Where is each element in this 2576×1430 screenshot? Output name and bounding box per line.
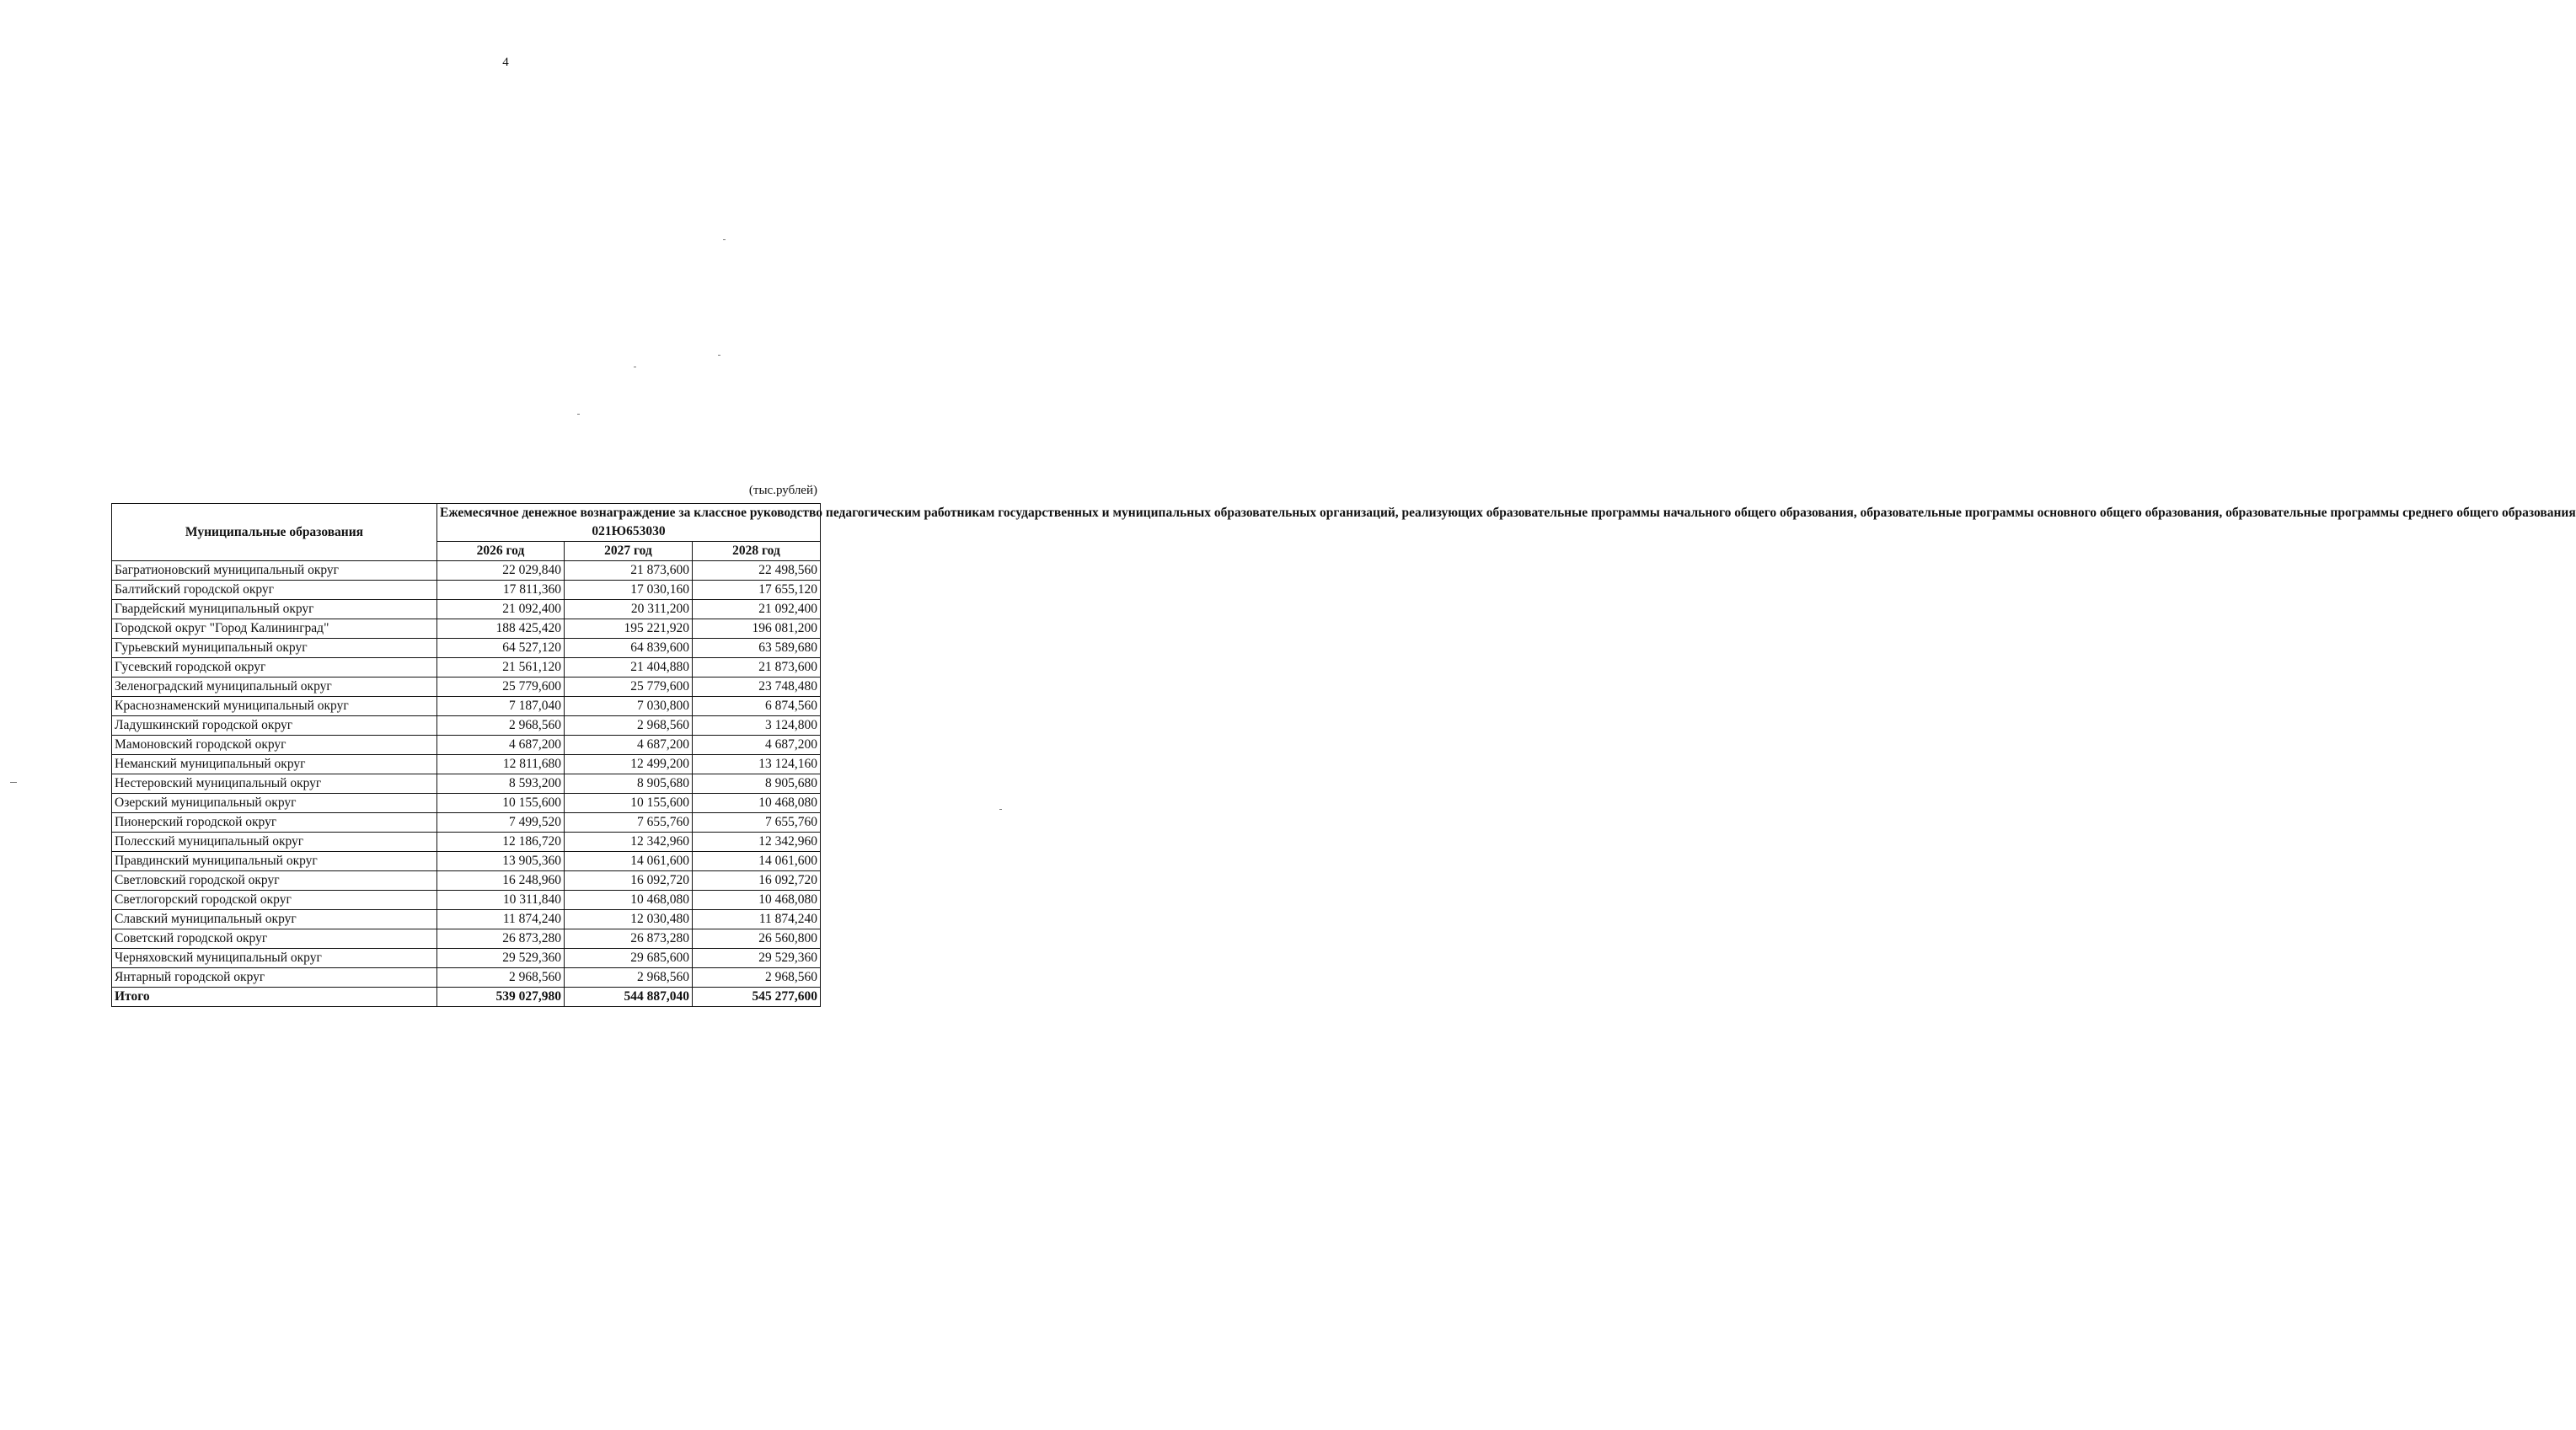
table-row <box>112 852 821 871</box>
total-row <box>112 988 821 1007</box>
amount-cell-2026: 8 593,200 <box>437 774 565 794</box>
table-row <box>112 891 821 910</box>
payment-code: 021Ю653030 <box>592 524 666 538</box>
amount-cell-2028: 29 529,360 <box>693 949 821 968</box>
table-row <box>112 619 821 639</box>
table-row <box>112 561 821 581</box>
table-row <box>112 968 821 988</box>
amount-cell-2027: 2 968,560 <box>565 968 693 988</box>
amount-cell-2027: 10 468,080 <box>565 891 693 910</box>
amount-cell-2026: 2 968,560 <box>437 716 565 736</box>
scan-speck <box>723 239 726 240</box>
year-header-2026: 2026 год <box>437 542 565 561</box>
amount-cell-2026: 10 311,840 <box>437 891 565 910</box>
total-amount-cell-2028: 545 277,600 <box>693 988 821 1007</box>
amount-cell-2026: 21 092,400 <box>437 600 565 619</box>
amount-cell-2027: 12 499,200 <box>565 755 693 774</box>
amount-cell-2027: 64 839,600 <box>565 639 693 658</box>
amount-cell-2026: 12 186,720 <box>437 833 565 852</box>
table-row <box>112 833 821 852</box>
table-row <box>112 697 821 716</box>
amount-cell-2028: 23 748,480 <box>693 678 821 697</box>
amount-cell-2027: 7 030,800 <box>565 697 693 716</box>
amount-cell-2027: 12 342,960 <box>565 833 693 852</box>
year-header-2027: 2027 год <box>565 542 693 561</box>
municipality-name-cell: Черняховский муниципальный округ <box>112 949 437 968</box>
amount-cell-2026: 7 187,040 <box>437 697 565 716</box>
municipality-name-cell: Городской округ "Город Калининград" <box>112 619 437 639</box>
payment-column-header <box>437 504 2576 542</box>
amount-cell-2026: 21 561,120 <box>437 658 565 678</box>
table-row <box>112 755 821 774</box>
table-row <box>112 794 821 813</box>
table-row <box>112 658 821 678</box>
municipality-name-cell: Полесский муниципальный округ <box>112 833 437 852</box>
amount-cell-2028: 21 873,600 <box>693 658 821 678</box>
municipality-name-cell: Гусевский городской округ <box>112 658 437 678</box>
municipality-name-cell: Мамоновский городской округ <box>112 736 437 755</box>
amount-cell-2027: 16 092,720 <box>565 871 693 891</box>
amount-cell-2027: 26 873,280 <box>565 929 693 949</box>
municipality-name-cell: Светлогорский городской округ <box>112 891 437 910</box>
amount-cell-2028: 6 874,560 <box>693 697 821 716</box>
table-row <box>112 600 821 619</box>
amount-cell-2028: 26 560,800 <box>693 929 821 949</box>
municipality-name-cell: Советский городской округ <box>112 929 437 949</box>
municipality-name-cell: Неманский муниципальный округ <box>112 755 437 774</box>
table-row <box>112 678 821 697</box>
municipality-name-cell: Гурьевский муниципальный округ <box>112 639 437 658</box>
table-row <box>112 639 821 658</box>
total-amount-cell-2026: 539 027,980 <box>437 988 565 1007</box>
amount-cell-2028: 4 687,200 <box>693 736 821 755</box>
municipality-name-cell: Пионерский городской округ <box>112 813 437 833</box>
page-number: 4 <box>502 56 509 69</box>
scan-speck <box>718 355 720 356</box>
amount-cell-2027: 195 221,920 <box>565 619 693 639</box>
amount-cell-2027: 7 655,760 <box>565 813 693 833</box>
amount-cell-2026: 64 527,120 <box>437 639 565 658</box>
amount-cell-2028: 2 968,560 <box>693 968 821 988</box>
amount-cell-2028: 8 905,680 <box>693 774 821 794</box>
municipality-name-cell: Ладушкинский городской округ <box>112 716 437 736</box>
table-row <box>112 949 821 968</box>
amount-cell-2026: 25 779,600 <box>437 678 565 697</box>
municipality-name-cell: Гвардейский муниципальный округ <box>112 600 437 619</box>
table-row <box>112 736 821 755</box>
amount-cell-2028: 10 468,080 <box>693 891 821 910</box>
year-header-2028: 2028 год <box>693 542 821 561</box>
table-row <box>112 774 821 794</box>
municipality-name-cell: Светловский городской округ <box>112 871 437 891</box>
municipality-name-cell: Правдинский муниципальный округ <box>112 852 437 871</box>
table-row <box>112 910 821 929</box>
table-row <box>112 813 821 833</box>
total-label-cell: Итого <box>112 988 437 1007</box>
municipality-name-cell: Славский муниципальный округ <box>112 910 437 929</box>
municipality-name-cell: Багратионовский муниципальный округ <box>112 561 437 581</box>
amount-cell-2028: 10 468,080 <box>693 794 821 813</box>
amount-cell-2026: 13 905,360 <box>437 852 565 871</box>
amount-cell-2028: 17 655,120 <box>693 581 821 600</box>
amount-cell-2027: 25 779,600 <box>565 678 693 697</box>
amount-cell-2027: 12 030,480 <box>565 910 693 929</box>
amount-cell-2027: 20 311,200 <box>565 600 693 619</box>
scan-speck <box>10 782 17 783</box>
municipality-name-cell: Зеленоградский муниципальный округ <box>112 678 437 697</box>
amount-cell-2028: 3 124,800 <box>693 716 821 736</box>
amount-cell-2028: 63 589,680 <box>693 639 821 658</box>
amount-cell-2028: 21 092,400 <box>693 600 821 619</box>
amount-cell-2028: 14 061,600 <box>693 852 821 871</box>
amount-cell-2026: 16 248,960 <box>437 871 565 891</box>
amount-cell-2027: 21 404,880 <box>565 658 693 678</box>
scan-speck <box>577 414 580 415</box>
amount-cell-2028: 12 342,960 <box>693 833 821 852</box>
municipality-name-cell: Озерский муниципальный округ <box>112 794 437 813</box>
amount-cell-2028: 16 092,720 <box>693 871 821 891</box>
municipality-name-cell: Янтарный городской округ <box>112 968 437 988</box>
table-row <box>112 929 821 949</box>
amount-cell-2028: 22 498,560 <box>693 561 821 581</box>
amount-cell-2026: 11 874,240 <box>437 910 565 929</box>
municipality-name-cell: Краснознаменский муниципальный округ <box>112 697 437 716</box>
amount-cell-2027: 21 873,600 <box>565 561 693 581</box>
table-row <box>112 716 821 736</box>
amount-cell-2026: 12 811,680 <box>437 755 565 774</box>
municipality-name-cell: Нестеровский муниципальный округ <box>112 774 437 794</box>
amount-cell-2026: 4 687,200 <box>437 736 565 755</box>
amount-cell-2028: 196 081,200 <box>693 619 821 639</box>
amount-cell-2026: 188 425,420 <box>437 619 565 639</box>
table-header <box>112 504 2576 561</box>
amount-cell-2026: 29 529,360 <box>437 949 565 968</box>
amount-cell-2027: 4 687,200 <box>565 736 693 755</box>
amount-cell-2026: 26 873,280 <box>437 929 565 949</box>
amount-cell-2027: 2 968,560 <box>565 716 693 736</box>
amount-cell-2028: 11 874,240 <box>693 910 821 929</box>
amount-cell-2028: 13 124,160 <box>693 755 821 774</box>
municipality-column-header: Муниципальные образования <box>112 504 437 561</box>
units-label: (тыс.рублей) <box>748 484 817 497</box>
amount-cell-2027: 29 685,600 <box>565 949 693 968</box>
amount-cell-2027: 14 061,600 <box>565 852 693 871</box>
amount-cell-2026: 2 968,560 <box>437 968 565 988</box>
table-row <box>112 871 821 891</box>
total-amount-cell-2027: 544 887,040 <box>565 988 693 1007</box>
amount-cell-2027: 10 155,600 <box>565 794 693 813</box>
amount-cell-2026: 7 499,520 <box>437 813 565 833</box>
budget-table <box>111 503 2576 1007</box>
payment-description: Ежемесячное денежное вознаграждение за классное руководство педагогическим работникам государственных и муниципальных образовательных организаций, реализующих образовательные программы начального общего образования, образовательные программы основного общего образования, образовательные программы среднего общего образования <box>440 506 2576 520</box>
amount-cell-2028: 7 655,760 <box>693 813 821 833</box>
municipality-name-cell: Балтийский городской округ <box>112 581 437 600</box>
table-row <box>112 581 821 600</box>
table-body <box>112 561 821 1007</box>
amount-cell-2026: 22 029,840 <box>437 561 565 581</box>
amount-cell-2026: 10 155,600 <box>437 794 565 813</box>
amount-cell-2027: 17 030,160 <box>565 581 693 600</box>
scan-speck <box>999 809 1002 810</box>
amount-cell-2027: 8 905,680 <box>565 774 693 794</box>
amount-cell-2026: 17 811,360 <box>437 581 565 600</box>
